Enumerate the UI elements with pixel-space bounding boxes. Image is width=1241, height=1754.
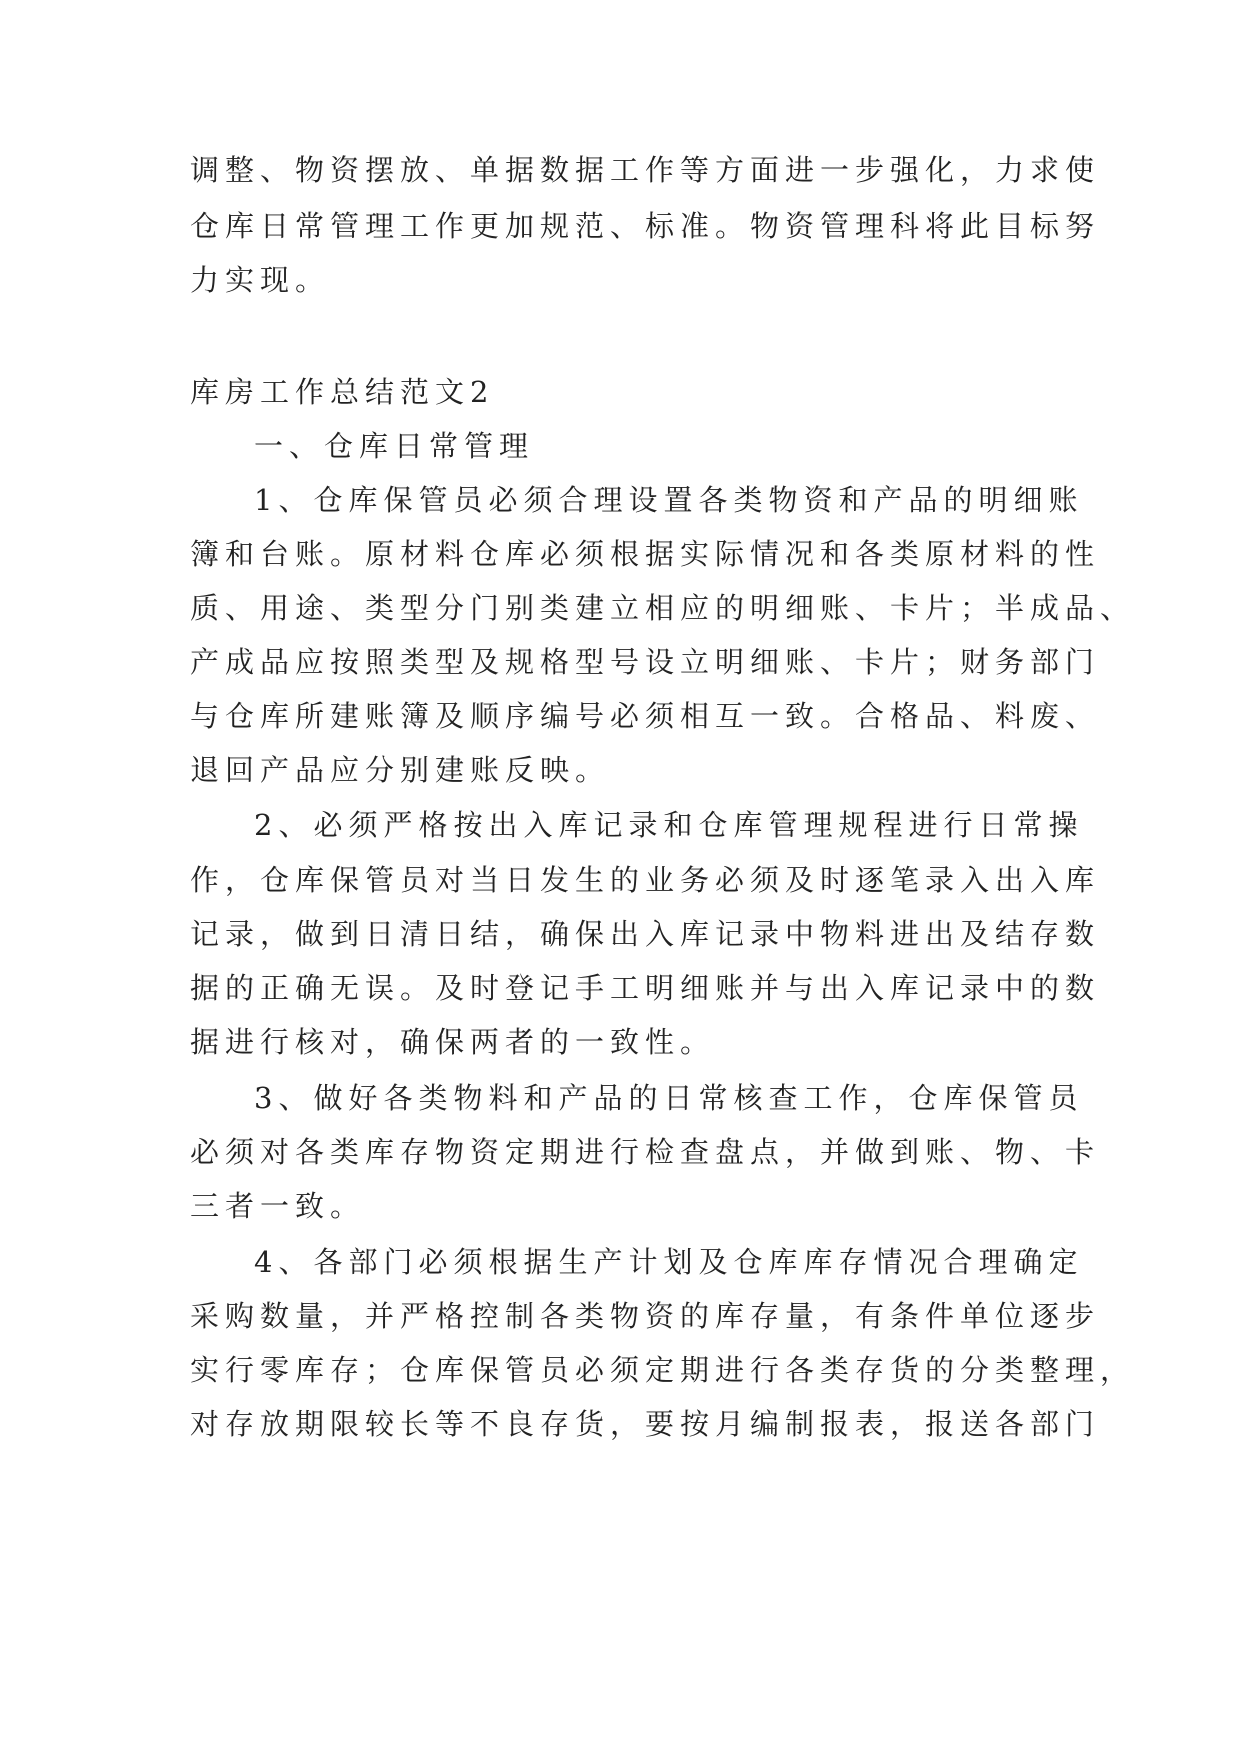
paragraph-line: 产成品应按照类型及规格型号设立明细账、卡片；财务部门 <box>190 645 1101 679</box>
paragraph-line: 据进行核对，确保两者的一致性。 <box>190 1025 716 1059</box>
intro-line: 仓库日常管理工作更加规范、标准。物资管理科将此目标努 <box>190 209 1101 243</box>
paragraph-line: 必须对各类库存物资定期进行检查盘点，并做到账、物、卡 <box>190 1135 1101 1169</box>
paragraph-line: 4、各部门必须根据生产计划及仓库库存情况合理确定 <box>254 1245 1084 1279</box>
paragraph-line: 质、用途、类型分门别类建立相应的明细账、卡片；半成品、 <box>190 591 1136 625</box>
paragraph-line: 3、做好各类物料和产品的日常核查工作，仓库保管员 <box>254 1081 1084 1115</box>
paragraph-line: 实行零库存；仓库保管员必须定期进行各类存货的分类整理， <box>190 1353 1136 1387</box>
paragraph-line: 三者一致。 <box>190 1189 366 1223</box>
paragraph-line: 1、仓库保管员必须合理设置各类物资和产品的明细账 <box>254 483 1084 517</box>
intro-line: 力实现。 <box>190 263 331 297</box>
paragraph-line: 与仓库所建账簿及顺序编号必须相互一致。合格品、料废、 <box>190 699 1101 733</box>
paragraph-line: 2、必须严格按出入库记录和仓库管理规程进行日常操 <box>254 808 1084 842</box>
paragraph-line: 记录，做到日清日结，确保出入库记录中物料进出及结存数 <box>190 917 1101 951</box>
intro-line: 调整、物资摆放、单据数据工作等方面进一步强化，力求使 <box>190 153 1101 187</box>
paragraph-line: 对存放期限较长等不良存货，要按月编制报表，报送各部门 <box>190 1407 1101 1441</box>
paragraph-line: 簿和台账。原材料仓库必须根据实际情况和各类原材料的性 <box>190 537 1101 571</box>
paragraph-line: 作，仓库保管员对当日发生的业务必须及时逐笔录入出入库 <box>190 863 1101 897</box>
section-title: 库房工作总结范文2 <box>190 375 495 409</box>
paragraph-line: 退回产品应分别建账反映。 <box>190 753 611 787</box>
subheading: 一、仓库日常管理 <box>254 429 535 463</box>
paragraph-line: 采购数量，并严格控制各类物资的库存量，有条件单位逐步 <box>190 1299 1101 1333</box>
paragraph-line: 据的正确无误。及时登记手工明细账并与出入库记录中的数 <box>190 971 1101 1005</box>
